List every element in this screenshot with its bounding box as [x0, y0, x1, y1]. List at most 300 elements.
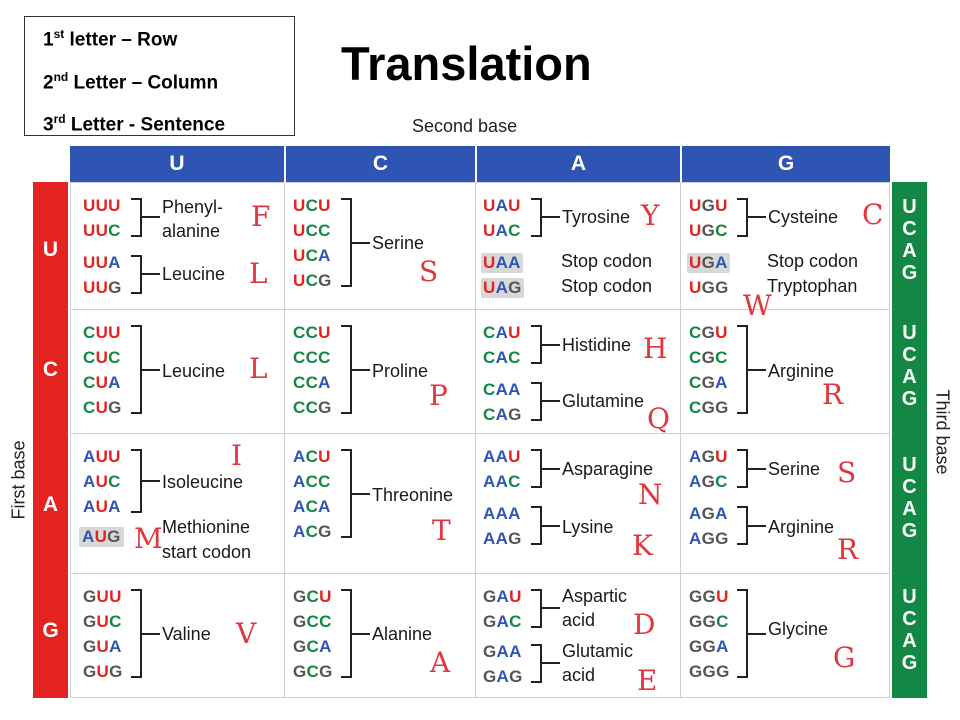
- codon-base: G: [83, 662, 97, 681]
- codon: [293, 196, 331, 216]
- codon-base: A: [495, 405, 509, 424]
- one-letter-code: S: [837, 456, 857, 489]
- one-letter-code: E: [637, 664, 658, 697]
- codon-base: C: [305, 447, 319, 466]
- second-base-header: [70, 146, 890, 182]
- codon-base: U: [483, 196, 496, 215]
- codon-base: A: [293, 472, 306, 491]
- codon-base: G: [701, 253, 716, 272]
- codon: [83, 373, 121, 393]
- codon: [689, 398, 729, 418]
- codon-base: C: [319, 612, 332, 631]
- codon-base: C: [318, 348, 331, 367]
- codon-base: G: [701, 348, 716, 367]
- codon: [483, 380, 521, 400]
- grid-divider: [680, 182, 681, 698]
- grid-divider: [475, 182, 476, 698]
- codon-base: A: [715, 504, 728, 523]
- codon-base: U: [83, 278, 96, 297]
- codon-base: C: [293, 348, 306, 367]
- codon-base: U: [689, 221, 702, 240]
- amino-acid-name: Arginine: [768, 517, 835, 537]
- codon-base: U: [689, 196, 702, 215]
- codon-base: C: [305, 373, 319, 392]
- codon-base: A: [495, 472, 509, 491]
- codon: [83, 497, 121, 517]
- codon-base: A: [319, 637, 332, 656]
- codon-base: C: [305, 196, 319, 215]
- codon-base: G: [109, 662, 123, 681]
- one-letter-code: L: [249, 352, 268, 385]
- codon-base: U: [95, 447, 109, 466]
- codon-base: C: [305, 472, 319, 491]
- page-title: Translation: [341, 37, 592, 90]
- codon-base: A: [496, 612, 510, 631]
- third-base-group-c: U C A G: [901, 322, 918, 410]
- stop-codon-highlight: [481, 278, 524, 298]
- codon: [483, 667, 523, 687]
- codon: [483, 405, 522, 425]
- amino-acid-name: Arginine: [768, 361, 835, 381]
- codon-base: C: [689, 348, 702, 367]
- codon-base: G: [108, 398, 122, 417]
- codon-base: C: [508, 348, 521, 367]
- codon: [483, 612, 522, 632]
- codon-base: C: [109, 612, 122, 631]
- amino-acid-name: Asparagine: [562, 459, 654, 479]
- codon-base: C: [306, 662, 320, 681]
- codon: [293, 612, 332, 632]
- codon-base: C: [483, 405, 496, 424]
- codon-base: C: [108, 221, 121, 240]
- codon: [293, 271, 332, 291]
- codon: [83, 587, 122, 607]
- codon-base: U: [95, 348, 109, 367]
- codon: [83, 612, 122, 632]
- codon-base: C: [306, 637, 320, 656]
- grid-divider: [70, 433, 890, 434]
- codon: [483, 504, 521, 524]
- second-base-label: Second base: [412, 116, 518, 136]
- codon: [483, 529, 522, 549]
- codon-base: A: [293, 497, 306, 516]
- codon-base: A: [483, 447, 496, 466]
- codon-base: G: [701, 196, 716, 215]
- one-letter-code: P: [429, 379, 448, 412]
- codon-base: C: [305, 497, 319, 516]
- codon-base: U: [83, 221, 96, 240]
- codon-base: G: [83, 587, 97, 606]
- codon: [293, 522, 332, 542]
- amino-acid-name: acid: [562, 610, 596, 630]
- codon: [83, 221, 121, 241]
- first-base-bar: [33, 182, 68, 698]
- codon-base: G: [293, 662, 307, 681]
- codon-base: C: [108, 472, 121, 491]
- codon-base: A: [689, 529, 702, 548]
- codon-base: G: [715, 278, 729, 297]
- codon-base: U: [108, 447, 121, 466]
- codon-base: G: [715, 529, 729, 548]
- codon: [689, 662, 730, 682]
- codon-base: A: [496, 642, 510, 661]
- amino-acid-name: Tyrosine: [562, 207, 631, 227]
- codon-base: G: [701, 472, 716, 491]
- codon-base: C: [715, 221, 728, 240]
- one-letter-code: K: [632, 529, 653, 562]
- codon: [83, 472, 121, 492]
- third-base-bar: [892, 182, 927, 698]
- codon-base: A: [495, 196, 509, 215]
- codon-base: A: [495, 380, 509, 399]
- codon-base: G: [293, 612, 307, 631]
- codon: [293, 662, 333, 682]
- codon-base: A: [109, 637, 122, 656]
- codon-base: G: [318, 522, 332, 541]
- codon-base: A: [715, 373, 728, 392]
- codon-base: G: [689, 637, 703, 656]
- codon-base: U: [95, 373, 109, 392]
- codon-base: U: [483, 221, 496, 240]
- codon: [689, 373, 728, 393]
- codon-base: U: [95, 253, 109, 272]
- one-letter-code: Y: [641, 199, 660, 232]
- third-base-group-g: U C A G: [901, 586, 918, 674]
- amino-acid-name: Phenyl-: [162, 197, 224, 217]
- codon-base: A: [689, 447, 702, 466]
- codon: [689, 221, 728, 241]
- one-letter-code: L: [249, 257, 268, 290]
- codon-base: G: [508, 278, 522, 297]
- one-letter-code: D: [633, 608, 656, 641]
- one-letter-code: W: [743, 289, 772, 322]
- codon-base: A: [483, 504, 496, 523]
- codon-base: G: [293, 587, 307, 606]
- one-letter-code: H: [643, 332, 668, 365]
- one-letter-code: A: [430, 646, 451, 679]
- codon: [83, 348, 121, 368]
- codon-base: U: [94, 527, 108, 546]
- codon: [483, 587, 522, 607]
- codon-base: A: [82, 527, 95, 546]
- codon-base: G: [83, 612, 97, 631]
- amino-acid-name: Aspartic: [562, 586, 628, 606]
- codon-base: G: [702, 587, 717, 606]
- codon-base: U: [715, 196, 728, 215]
- codon-base: A: [495, 529, 509, 548]
- codon-base: C: [83, 398, 96, 417]
- codon-base: U: [108, 196, 121, 215]
- column-header-g: G: [777, 152, 795, 175]
- codon-base: G: [107, 527, 121, 546]
- codon: [83, 253, 121, 273]
- codon-base: A: [83, 472, 96, 491]
- codon-base: C: [483, 348, 496, 367]
- codon: [483, 642, 522, 662]
- codon-base: A: [108, 253, 121, 272]
- codon: [689, 447, 728, 467]
- codon: [483, 323, 521, 343]
- column-header-u: U: [169, 152, 185, 175]
- codon-base: C: [689, 398, 702, 417]
- codon-base: A: [509, 642, 522, 661]
- codon-base: U: [83, 253, 96, 272]
- codon-base: C: [305, 221, 319, 240]
- codon: [293, 221, 331, 241]
- amino-acid-name: Valine: [162, 624, 211, 644]
- amino-acid-name: Leucine: [162, 361, 226, 381]
- codon-base: G: [483, 612, 497, 631]
- codon-base: G: [701, 529, 716, 548]
- legend-box: [24, 16, 295, 136]
- codon-base: A: [318, 373, 331, 392]
- codon: [83, 278, 122, 298]
- column-header-a: A: [570, 152, 587, 175]
- codon-base: C: [689, 323, 702, 342]
- one-letter-code: M: [134, 522, 163, 555]
- codon: [293, 447, 331, 467]
- codon-base: U: [95, 398, 109, 417]
- codon-base: A: [108, 497, 121, 516]
- codon: [293, 398, 332, 418]
- codon-base: C: [508, 221, 521, 240]
- codon-base: U: [293, 221, 306, 240]
- codon-base: A: [495, 221, 509, 240]
- codon-base: U: [95, 323, 109, 342]
- codon: [689, 529, 729, 549]
- codon: [689, 348, 728, 368]
- stop-codon-highlight: [687, 253, 730, 273]
- codon: [483, 196, 521, 216]
- codon-base: U: [109, 587, 122, 606]
- codon-base: A: [495, 278, 509, 297]
- codon-base: G: [689, 612, 703, 631]
- codon-base: U: [509, 587, 522, 606]
- codon-base: U: [508, 447, 521, 466]
- row-header-c: C: [42, 358, 59, 381]
- amino-acid-name: Glutamine: [562, 391, 645, 411]
- codon-base: A: [508, 504, 521, 523]
- codon-base: U: [95, 196, 109, 215]
- codon-base: G: [483, 587, 497, 606]
- codon-base: C: [689, 373, 702, 392]
- codon-base: A: [83, 447, 96, 466]
- codon-base: A: [483, 529, 496, 548]
- one-letter-code: R: [837, 533, 859, 566]
- stop-codon-label: Stop codon: [561, 276, 653, 296]
- codon: [483, 221, 521, 241]
- stop-codon-label: Stop codon: [561, 251, 653, 271]
- codon-base: A: [83, 497, 96, 516]
- codon-base: A: [495, 253, 509, 272]
- codon-base: C: [305, 271, 319, 290]
- codon-base: A: [293, 447, 306, 466]
- codon-base: U: [318, 447, 331, 466]
- codon-base: G: [689, 587, 703, 606]
- codon-base: G: [702, 637, 717, 656]
- codon: [689, 278, 729, 298]
- codon: [483, 348, 521, 368]
- row-header-g: G: [42, 619, 59, 642]
- codon: [83, 323, 121, 343]
- codon: [83, 447, 121, 467]
- codon-base: G: [689, 662, 703, 681]
- codon-base: C: [83, 373, 96, 392]
- codon: [293, 637, 332, 657]
- amino-acid-name: Alanine: [372, 624, 433, 644]
- start-codon-highlight: [79, 527, 124, 547]
- amino-acid-name: Methionine: [162, 517, 251, 537]
- codon-base: G: [293, 637, 307, 656]
- codon-base: C: [715, 472, 728, 491]
- codon-base: C: [508, 472, 521, 491]
- codon-base: G: [318, 271, 332, 290]
- codon: [689, 587, 729, 607]
- codon-base: C: [318, 472, 331, 491]
- codon: [293, 373, 331, 393]
- codon-base: A: [716, 637, 729, 656]
- legend-column-rule: 2nd Letter – Column: [43, 70, 219, 94]
- codon-base: U: [716, 587, 729, 606]
- codon-base: U: [293, 246, 306, 265]
- codon-base: A: [495, 323, 509, 342]
- codon-base: G: [483, 642, 497, 661]
- codon-base: U: [689, 278, 702, 297]
- codon-base: C: [483, 323, 496, 342]
- one-letter-code: Q: [647, 402, 670, 435]
- codon: [293, 323, 331, 343]
- codon-base: G: [508, 405, 522, 424]
- codon-base: U: [483, 278, 496, 297]
- codon-base: C: [83, 348, 96, 367]
- codon-base: A: [495, 504, 509, 523]
- amino-acid-name: start codon: [162, 542, 252, 562]
- codon-base: G: [716, 662, 730, 681]
- amino-acid-name: Proline: [372, 361, 429, 381]
- codon-base: U: [96, 612, 110, 631]
- codon-base: G: [701, 278, 716, 297]
- legend-row-rule: 1st letter – Row: [43, 27, 178, 51]
- codon-base: A: [495, 447, 509, 466]
- codon-base: A: [508, 380, 521, 399]
- codon-base: A: [495, 348, 509, 367]
- codon-base: A: [318, 497, 331, 516]
- first-base-label: First base: [8, 440, 29, 520]
- codon-base: C: [509, 612, 522, 631]
- codon-base: C: [483, 380, 496, 399]
- codon: [483, 447, 521, 467]
- codon-base: G: [701, 221, 716, 240]
- amino-acid-name: Lysine: [562, 517, 614, 537]
- codon: [689, 637, 729, 657]
- codon-base: U: [318, 196, 331, 215]
- codon-base: U: [108, 323, 121, 342]
- codon: [689, 612, 729, 632]
- codon-base: G: [702, 612, 717, 631]
- grid-divider: [70, 573, 890, 574]
- codon-base: U: [508, 196, 521, 215]
- legend-sentence-rule: 3rd Letter - Sentence: [43, 112, 226, 136]
- codon-base: U: [95, 472, 109, 491]
- codon-base: A: [293, 522, 306, 541]
- codon-base: C: [83, 323, 96, 342]
- codon-base: C: [293, 373, 306, 392]
- codon-base: U: [83, 196, 96, 215]
- one-letter-code: N: [638, 478, 663, 511]
- codon: [83, 662, 123, 682]
- codon-base: A: [689, 472, 702, 491]
- codon: [293, 246, 331, 266]
- codon-base: G: [701, 398, 716, 417]
- one-letter-code: G: [833, 641, 856, 674]
- grid-divider: [284, 182, 285, 698]
- codon-base: U: [96, 662, 110, 681]
- amino-acid-name: Cysteine: [768, 207, 839, 227]
- codon-base: U: [96, 637, 110, 656]
- codon-base: C: [305, 348, 319, 367]
- one-letter-code: C: [862, 198, 884, 231]
- amino-acid-name: acid: [562, 665, 596, 685]
- codon-base: G: [702, 662, 717, 681]
- amino-acid-name: Leucine: [162, 264, 226, 284]
- codon-base: U: [508, 323, 521, 342]
- amino-acid-name: Serine: [372, 233, 425, 253]
- third-base-label: Third base: [932, 389, 953, 475]
- one-letter-code: S: [419, 255, 439, 288]
- codon: [83, 398, 122, 418]
- codon: [293, 587, 332, 607]
- codon-base: C: [306, 587, 320, 606]
- one-letter-code: R: [822, 378, 844, 411]
- codon-base: G: [108, 278, 122, 297]
- codon-base: U: [689, 253, 702, 272]
- codon: [293, 497, 331, 517]
- one-letter-code: V: [236, 617, 257, 650]
- codon-base: U: [715, 323, 728, 342]
- codon-base: A: [715, 253, 728, 272]
- codon-base: C: [716, 612, 729, 631]
- stop-codon-label: Stop codon: [767, 251, 859, 271]
- codon-base: U: [318, 323, 331, 342]
- codon-base: G: [319, 662, 333, 681]
- row-header-a: A: [42, 493, 59, 516]
- codon-base: G: [83, 637, 97, 656]
- codon-base: A: [483, 472, 496, 491]
- codon-base: A: [508, 253, 521, 272]
- codon-base: C: [715, 348, 728, 367]
- stop-codon-highlight: [481, 253, 523, 273]
- amino-acid-name: Glutamic: [562, 641, 634, 661]
- amino-acid-name: Histidine: [562, 335, 632, 355]
- codon-base: A: [108, 373, 121, 392]
- codon-base: G: [701, 373, 716, 392]
- amino-acid-name: Tryptophan: [767, 276, 858, 296]
- codon-base: G: [701, 323, 716, 342]
- third-base-group-u: U C A G: [901, 196, 918, 284]
- codon-base: U: [483, 253, 496, 272]
- one-letter-code: I: [231, 439, 243, 472]
- codon-base: U: [293, 271, 306, 290]
- codon-base: G: [715, 398, 729, 417]
- one-letter-code: T: [432, 514, 451, 547]
- one-letter-code: F: [251, 200, 271, 233]
- codon-base: U: [293, 196, 306, 215]
- column-header-c: C: [372, 152, 389, 175]
- row-header-u: U: [42, 238, 59, 261]
- codon-base: U: [95, 497, 109, 516]
- amino-acid-name: Serine: [768, 459, 821, 479]
- third-base-group-a: U C A G: [901, 454, 918, 542]
